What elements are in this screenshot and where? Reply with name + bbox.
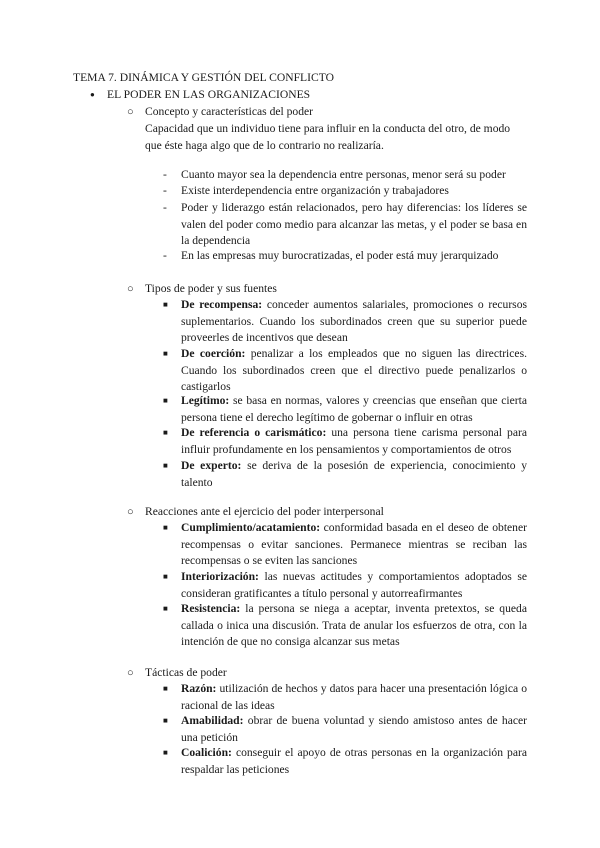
dash-bullet: - [163, 201, 167, 214]
term: De referencia o carismático: [181, 426, 327, 439]
concepto-item: Existe interdependencia entre organización y trabajadores [181, 184, 449, 197]
concepto-item: Cuanto mayor sea la dependencia entre personas, menor será su poder [181, 168, 506, 181]
square-bullet: ■ [163, 572, 168, 581]
term: Legítimo: [181, 394, 230, 407]
section-heading: EL PODER EN LAS ORGANIZACIONES [107, 88, 311, 101]
circle-bullet: ○ [127, 283, 134, 295]
reacciones-item [181, 601, 527, 651]
term: Razón: [181, 682, 217, 695]
description: obrar de buena voluntad y siendo amistoso antes de hacer una petición [181, 714, 527, 744]
term: Amabilidad: [181, 714, 244, 727]
page-title: TEMA 7. DINÁMICA Y GESTIÓN DEL CONFLICTO [73, 71, 334, 84]
term: Coalición: [181, 746, 232, 759]
reacciones-item [181, 520, 527, 570]
circle-bullet: ○ [127, 106, 134, 118]
tipos-heading: Tipos de poder y sus fuentes [145, 282, 277, 295]
square-bullet: ■ [163, 300, 168, 309]
description: la persona se niega a aceptar, inventa pretextos, se queda callada o inica una discusión. Trata de anular los esfuerzos de otra, con la intención de que no consiga alcanzar sus metas [181, 602, 527, 648]
circle-bullet: ○ [127, 667, 134, 679]
term: De recompensa: [181, 298, 263, 311]
description: las nuevas actitudes y comportamientos adoptados se consideran gratificantes a título personal y autorreafirmantes [181, 570, 527, 600]
circle-bullet: ○ [127, 506, 134, 518]
tacticas-item [181, 681, 527, 714]
square-bullet: ■ [163, 748, 168, 757]
term: Resistencia: [181, 602, 241, 615]
reacciones-heading: Reacciones ante el ejercicio del poder interpersonal [145, 505, 384, 518]
description: penalizar a los empleados que no siguen las directrices. Cuando los subordinados creen que el directivo puede penalizarlos o castigarlos [181, 347, 527, 393]
term: Interiorización: [181, 570, 259, 583]
tacticas-item [181, 713, 527, 746]
square-bullet: ■ [163, 349, 168, 358]
tipos-item [181, 425, 527, 458]
dash-bullet: - [163, 184, 167, 197]
description: se deriva de la posesión de experiencia, conocimiento y talento [181, 459, 528, 489]
concepto-item: Poder y liderazgo están relacionados, pero hay diferencias: los líderes se valen del poder como medio para alcanzar las metas, y el poder se basa en la dependencia [181, 201, 527, 247]
dash-bullet: - [163, 168, 167, 181]
term: De experto: [181, 459, 242, 472]
description: se basa en normas, valores y creencias que enseñan que cierta persona tiene el derecho legítimo de gobernar o influir en otras [181, 394, 527, 424]
term: Cumplimiento/acatamiento: [181, 521, 321, 534]
description: conceder aumentos salariales, promociones o recursos suplementarios. Cuando los subordinados creen que su superior puede proveerles de incentivos que desean [181, 298, 528, 344]
concepto-item: En las empresas muy burocratizadas, el poder está muy jerarquizado [181, 249, 499, 262]
square-bullet: ■ [163, 684, 168, 693]
concepto-heading: Concepto y características del poder [145, 105, 314, 118]
tacticas-heading: Tácticas de poder [145, 666, 227, 679]
square-bullet: ■ [163, 716, 168, 725]
disc-bullet: ● [90, 90, 95, 99]
term: De coerción: [181, 347, 246, 360]
square-bullet: ■ [163, 428, 168, 437]
square-bullet: ■ [163, 523, 168, 532]
dash-bullet: - [163, 249, 167, 262]
description: una persona tiene carisma personal para influir profundamente en los pensamientos y comportamientos de otros [181, 426, 527, 456]
tipos-item [181, 393, 527, 426]
description: utilización de hechos y datos para hacer una presentación lógica o racional de las ideas [181, 682, 527, 712]
square-bullet: ■ [163, 604, 168, 613]
tipos-item [181, 346, 527, 396]
tipos-item [181, 297, 527, 347]
tacticas-item [181, 745, 527, 778]
reacciones-item [181, 569, 527, 602]
square-bullet: ■ [163, 461, 168, 470]
description: conformidad basada en el deseo de obtener recompensas o evitar sanciones. Permanece mientras se reciban las recompensas o se eviten las sanciones [181, 521, 527, 567]
description: conseguir el apoyo de otras personas en la organización para respaldar las peticiones [181, 746, 528, 776]
square-bullet: ■ [163, 396, 168, 405]
concepto-definition: Capacidad que un individuo tiene para influir en la conducta del otro, de modo que éste haga algo que de lo contrario no realizaría. [145, 122, 511, 152]
tipos-item [181, 458, 527, 491]
